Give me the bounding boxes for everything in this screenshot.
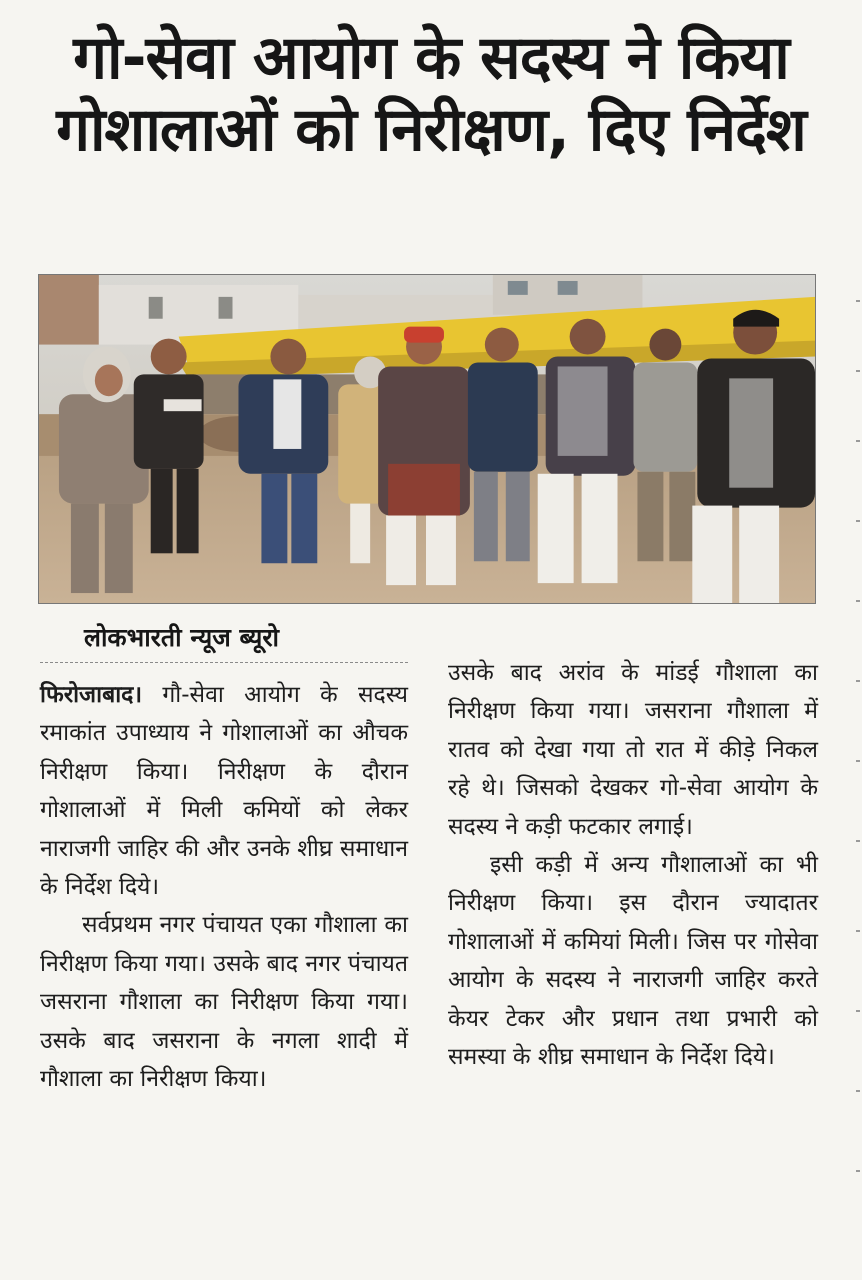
- byline: लोकभारती न्यूज ब्यूरो: [84, 623, 280, 652]
- page-edge: [852, 0, 862, 1280]
- lead-text: गौ-सेवा आयोग के सदस्य रमाकांत उपाध्याय ने गोशालाओं का औचक निरीक्षण किया। निरीक्षण के दौरान गोशालाओं में मिली कमियों को लेकर नाराजगी जाहिर की और उनके शीघ्र समाधान के निर्देश दिये।: [40, 682, 408, 901]
- lead-paragraph: [40, 676, 408, 906]
- dateline: फिरोजाबाद।: [40, 682, 143, 708]
- article-column-left: [40, 676, 408, 1098]
- paragraph: इसी कड़ी में अन्य गौशालाओं का भी निरीक्षण किया। इस दौरान ज्यादातर गोशालाओं में कमियां मिली। जिस पर गोसेवा आयोग के सदस्य ने नाराजगी जाहिर करते केयर टेकर और प्रधान तथा प्रभारी को समस्या के शीघ्र समाधान के निर्देश दिये।: [448, 852, 818, 1071]
- byline-divider: [40, 662, 408, 663]
- paragraph: सर्वप्रथम नगर पंचायत एका गौशाला का निरीक्षण किया गया। उसके बाद नगर पंचायत जसराना गौशाला का निरीक्षण किया गया। उसके बाद जसराना के नगला शादी में गौशाला का निरीक्षण किया।: [40, 912, 408, 1093]
- headline: गो-सेवा आयोग के सदस्य ने किया गोशालाओं को निरीक्षण, दिए निर्देश: [56, 23, 806, 165]
- article-column-right: [448, 654, 818, 1076]
- news-photo: [38, 274, 816, 604]
- paragraph: उसके बाद अरांव के मांडई गौशाला का निरीक्षण किया गया। जसराना गौशाला में रातव को देखा गया तो रात में कीड़े निकल रहे थे। जिसको देखकर गो-सेवा आयोग के सदस्य ने कड़ी फटकार लगाई।: [448, 660, 818, 840]
- group-photo-inspection-icon: [39, 275, 815, 603]
